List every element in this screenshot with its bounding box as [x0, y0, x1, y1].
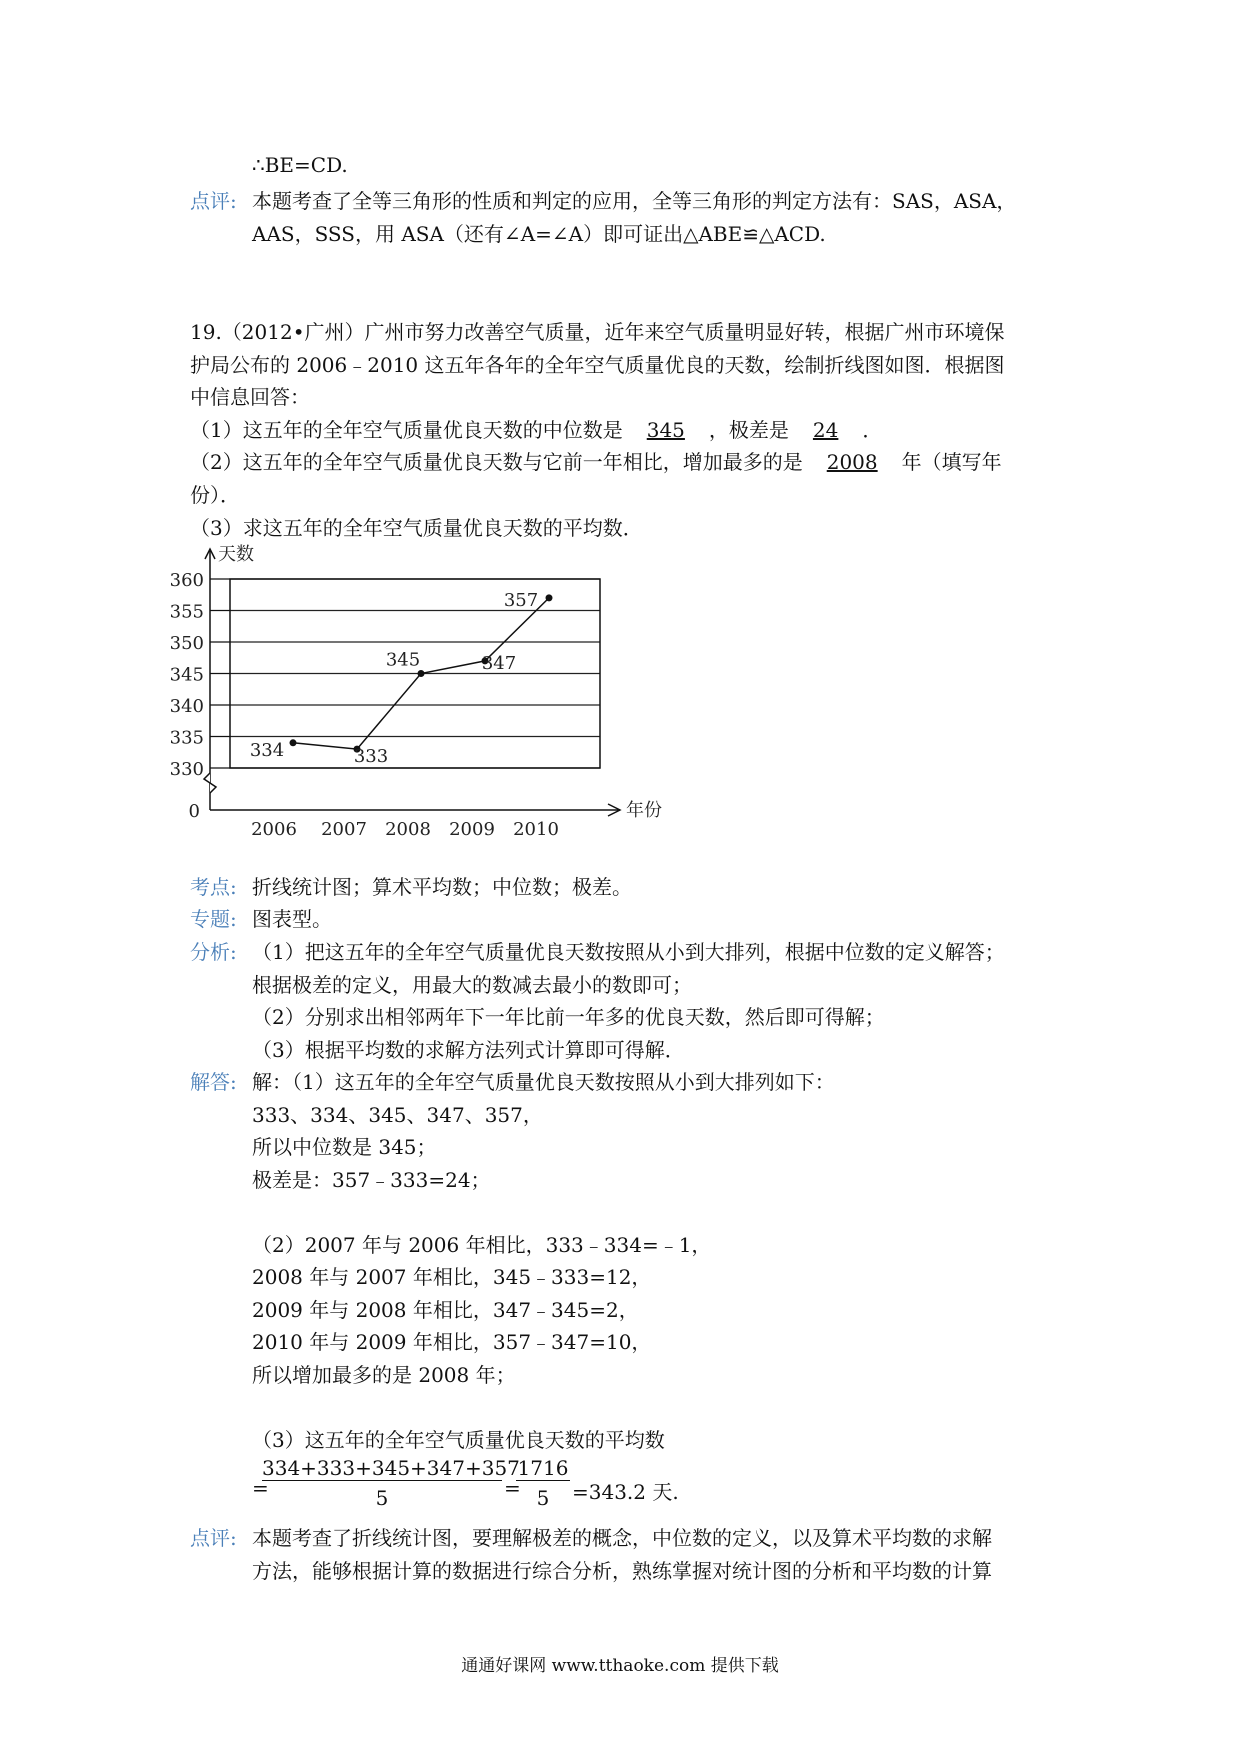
x-tick-label-2009: 2009 [449, 819, 495, 840]
question-1-answer-range: 24 [812, 418, 839, 442]
y-tick-label-350: 350 [169, 633, 204, 654]
data-label-2006: 334 [249, 739, 285, 761]
prev-comment-line-1: 本题考查了全等三角形的性质和判定的应用，全等三角形的判定方法有：SAS，ASA， [252, 189, 1017, 213]
fenxi-line-4: （3）根据平均数的求解方法列式计算即可得解． [252, 1038, 685, 1062]
formula-numerator-1: 334+333+345+347+357 [262, 1456, 520, 1480]
x-tick-label-2007: 2007 [321, 819, 367, 840]
formula-numerator-2: 1716 [517, 1456, 569, 1480]
problem-line-3: 中信息回答： [190, 385, 310, 409]
question-2-cont: 份）． [190, 483, 240, 507]
data-label-2007: 333 [353, 746, 389, 768]
problem-line-2: 护局公布的 2006﹣2010 这五年各年的全年空气质量优良的天数，绘制折线图如图．根据图 [190, 353, 1005, 377]
formula-denominator-2: 5 [536, 1486, 550, 1510]
jieda-line-10: （3）这五年的全年空气质量优良天数的平均数 [252, 1428, 665, 1452]
prev-comment-label: 点评: [190, 189, 237, 213]
y-tick-label-340: 340 [169, 696, 204, 717]
y-axis-break [204, 773, 216, 793]
data-point-2006 [290, 739, 297, 746]
data-point-2008 [418, 670, 425, 677]
prev-comment-line-2: AAS，SSS，用 ASA（还有∠A=∠A）即可证出△ABE≌△ACD. [252, 222, 826, 246]
jieda-line-5: （2）2007 年与 2006 年相比，333﹣334=﹣1， [252, 1233, 712, 1257]
question-1-text-c: ． [862, 418, 883, 442]
data-label-2010: 357 [503, 589, 539, 611]
formula-denominator-1: 5 [375, 1486, 389, 1510]
question-1-text-b: ，极差是 [708, 418, 789, 442]
problem-line-1: 19.（2012•广州）广州市努力改善空气质量，近年来空气质量明显好转，根据广州市环境保 [190, 320, 1005, 344]
formula-eq-1: = [252, 1476, 269, 1500]
jieda-line-4: 极差是：357﹣333=24； [252, 1168, 491, 1192]
formula-result: =343.2 天. [572, 1480, 679, 1504]
zhuanti-text: 图表型。 [252, 907, 332, 931]
jieda-label: 解答: [190, 1070, 237, 1094]
dianping-line-1: 本题考查了折线统计图，要理解极差的概念，中位数的定义，以及算术平均数的求解 [252, 1526, 992, 1550]
question-1 [190, 417, 882, 443]
question-1-answer-median: 345 [646, 418, 685, 442]
jieda-line-1: 解：（1）这五年的全年空气质量优良天数按照从小到大排列如下： [252, 1070, 835, 1094]
data-label-2009: 347 [481, 652, 517, 674]
question-2-text: （2）这五年的全年空气质量优良天数与它前一年相比，增加最多的是 [190, 450, 803, 474]
y-tick-label-355: 355 [169, 601, 204, 623]
page-footer: 通通好课网 www.tthaoke.com 提供下载 [461, 1656, 779, 1676]
question-2 [190, 449, 1002, 475]
jieda-line-2: 333、334、345、347、357， [252, 1103, 543, 1127]
data-label-2008: 345 [385, 649, 421, 671]
formula-eq-2: = [504, 1476, 521, 1500]
question-1-text: （1）这五年的全年空气质量优良天数的中位数是 [190, 418, 623, 442]
dianping-label: 点评: [190, 1526, 237, 1550]
fenxi-line-1: （1）把这五年的全年空气质量优良天数按照从小到大排列，根据中位数的定义解答； [252, 940, 1005, 964]
prev-conclusion: ∴BE=CD. [252, 153, 348, 177]
origin-label: 0 [188, 801, 200, 822]
dianping-line-2: 方法，能够根据计算的数据进行综合分析，熟练掌握对统计图的分析和平均数的计算 [252, 1559, 992, 1583]
jieda-line-8: 2010 年与 2009 年相比，357﹣347=10， [252, 1330, 652, 1354]
kaodian-text: 折线统计图；算术平均数；中位数；极差。 [252, 875, 632, 899]
fenxi-label: 分析: [190, 940, 237, 964]
zhuanti-label: 专题: [190, 907, 237, 931]
x-tick-label-2010: 2010 [513, 819, 559, 840]
kaodian-label: 考点: [190, 875, 237, 899]
fenxi-line-3: （2）分别求出相邻两年下一年比前一年多的优良天数，然后即可得解； [252, 1005, 885, 1029]
y-tick-label-330: 330 [169, 759, 204, 780]
x-axis-title: 年份 [626, 800, 662, 821]
y-tick-label-335: 335 [169, 727, 204, 749]
y-tick-label-360: 360 [169, 570, 204, 591]
x-tick-label-2006: 2006 [251, 819, 297, 840]
jieda-line-9: 所以增加最多的是 2008 年； [252, 1363, 516, 1387]
line-chart [169, 544, 700, 845]
x-tick-label-2008: 2008 [385, 819, 431, 840]
y-tick-label-345: 345 [169, 664, 204, 686]
question-2-text-b: 年（填写年 [901, 450, 1002, 474]
jieda-line-6: 2008 年与 2007 年相比，345﹣333=12， [252, 1265, 652, 1289]
jieda-line-7: 2009 年与 2008 年相比，347﹣345=2， [252, 1298, 639, 1322]
fenxi-line-2: 根据极差的定义，用最大的数减去最小的数即可； [252, 973, 692, 997]
mean-formula [252, 1452, 692, 1512]
question-2-answer: 2008 [826, 450, 878, 474]
data-point-2010 [546, 594, 553, 601]
question-3: （3）求这五年的全年空气质量优良天数的平均数． [190, 516, 643, 540]
y-axis-title: 天数 [218, 544, 254, 565]
jieda-line-3: 所以中位数是 345； [252, 1135, 437, 1159]
